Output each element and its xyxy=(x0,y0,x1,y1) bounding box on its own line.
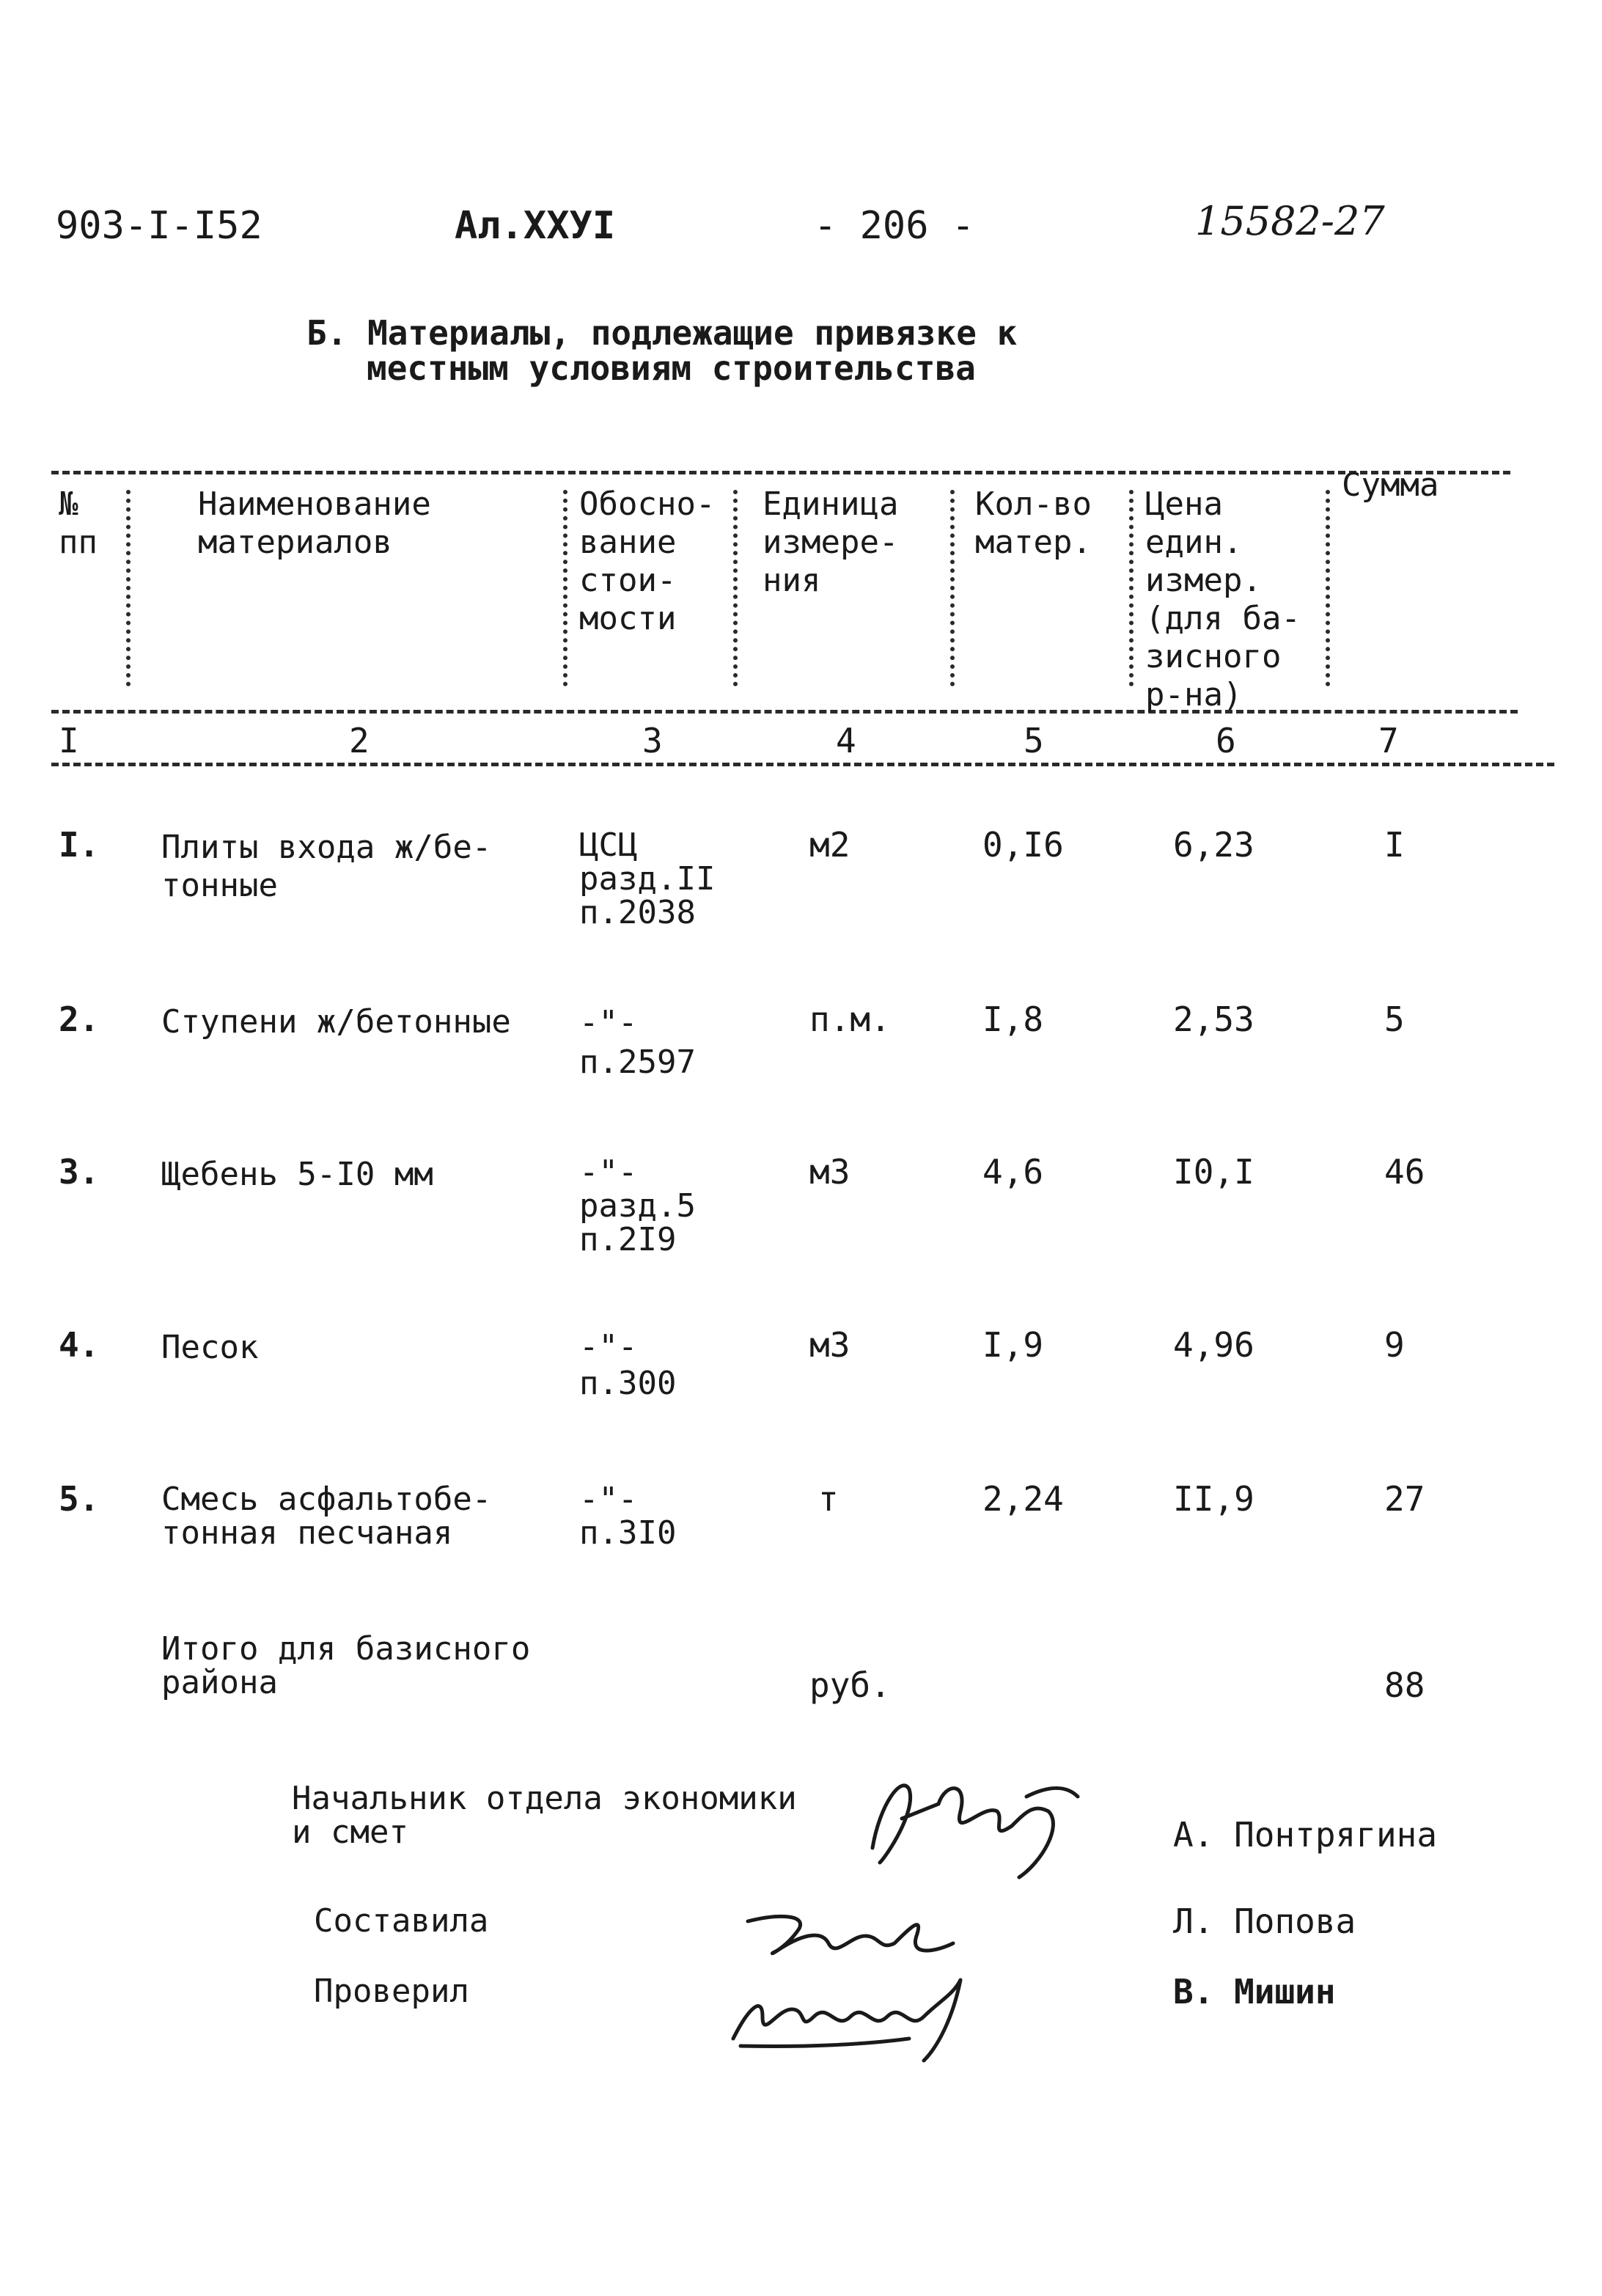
column-number: 5 xyxy=(1024,721,1044,760)
column-separator xyxy=(733,490,738,686)
column-separator xyxy=(126,490,131,686)
column-header-unit: Единица измере- ния xyxy=(763,485,899,599)
column-header-qty: Кол-во матер. xyxy=(975,485,1092,561)
row-qty: I,9 xyxy=(982,1325,1044,1365)
row-sum: 46 xyxy=(1384,1152,1425,1192)
row-unit: м2 xyxy=(809,825,850,865)
row-unit: м3 xyxy=(809,1152,850,1192)
row-price: 2,53 xyxy=(1173,1000,1254,1039)
column-number: 7 xyxy=(1378,721,1399,760)
signature-role-checked: Проверил xyxy=(314,1973,469,2010)
row-sum: 5 xyxy=(1384,1000,1405,1039)
row-qty: 2,24 xyxy=(982,1479,1064,1519)
column-header-name: Наименование материалов xyxy=(198,485,431,561)
row-unit: п.м. xyxy=(809,1000,891,1039)
column-header-sum: Сумма xyxy=(1342,466,1439,504)
row-basis: -"- п.300 xyxy=(579,1328,677,1402)
column-separator xyxy=(1129,490,1133,686)
column-number: 3 xyxy=(642,721,663,760)
row-price: II,9 xyxy=(1173,1479,1254,1519)
row-price: 6,23 xyxy=(1173,825,1254,865)
row-sum: 27 xyxy=(1384,1479,1425,1519)
column-separator xyxy=(563,490,567,686)
row-sum: I xyxy=(1384,825,1405,865)
column-header-num: № пп xyxy=(59,485,98,561)
document-code: 903-I-I52 xyxy=(56,204,262,248)
column-number: 2 xyxy=(349,721,370,760)
row-basis: -"- п.2597 xyxy=(579,1004,696,1081)
row-qty: 0,I6 xyxy=(982,825,1064,865)
column-header-basis: Обосно- вание стои- мости xyxy=(579,485,716,637)
column-number: 6 xyxy=(1216,721,1236,760)
column-number: I xyxy=(59,721,79,760)
row-name: Ступени ж/бетонные xyxy=(161,1003,511,1041)
row-price: I0,I xyxy=(1173,1152,1254,1192)
signature-role-head: Начальник отдела экономики и смет xyxy=(292,1780,797,1851)
handwritten-signature-3 xyxy=(719,1965,1012,2068)
row-num: I. xyxy=(59,825,100,865)
registration-number: 15582-27 xyxy=(1195,198,1385,244)
handwritten-signature-1 xyxy=(858,1760,1092,1892)
table-column-number-divider xyxy=(51,763,1554,766)
table-top-border xyxy=(51,471,1510,474)
row-sum: 9 xyxy=(1384,1325,1405,1365)
total-label: Итого для базисного района xyxy=(161,1630,531,1701)
section-title-line2: местным условиям строительства xyxy=(367,348,976,388)
row-price: 4,96 xyxy=(1173,1325,1254,1365)
row-num: 5. xyxy=(59,1479,100,1519)
row-unit: т xyxy=(818,1479,839,1519)
row-num: 3. xyxy=(59,1152,100,1192)
row-name: Плиты входа ж/бе- тонные xyxy=(161,829,492,904)
signature-name-checked: В. Мишин xyxy=(1173,1972,1336,2011)
row-qty: I,8 xyxy=(982,1000,1044,1039)
column-header-price: Цена един. измер. (для ба- зисного р-на) xyxy=(1145,485,1301,714)
row-unit: м3 xyxy=(809,1325,850,1365)
section-title-line1: Б. Материалы, подлежащие привязке к xyxy=(306,313,1018,353)
row-num: 2. xyxy=(59,1000,100,1039)
row-qty: 4,6 xyxy=(982,1152,1044,1192)
row-basis: ЦСЦ разд.II п.2038 xyxy=(579,826,716,931)
column-number: 4 xyxy=(836,721,856,760)
column-separator xyxy=(950,490,955,686)
column-separator xyxy=(1326,490,1330,686)
total-sum: 88 xyxy=(1384,1665,1425,1705)
page-number: - 206 - xyxy=(814,204,975,248)
row-basis: -"- разд.5 п.2I9 xyxy=(579,1153,696,1258)
signature-name-compiled: Л. Попова xyxy=(1173,1901,1356,1941)
total-unit: руб. xyxy=(809,1665,891,1705)
row-name: Щебень 5-I0 мм xyxy=(161,1156,433,1193)
signature-name-head: А. Понтрягина xyxy=(1173,1815,1438,1855)
row-num: 4. xyxy=(59,1325,100,1365)
row-name: Смесь асфальтобе- тонная песчаная xyxy=(161,1481,492,1552)
row-name: Песок xyxy=(161,1329,259,1366)
signature-role-compiled: Составила xyxy=(314,1902,489,1940)
row-basis: -"- п.3I0 xyxy=(579,1481,677,1552)
album-number: Ал.XXУI xyxy=(455,204,616,248)
